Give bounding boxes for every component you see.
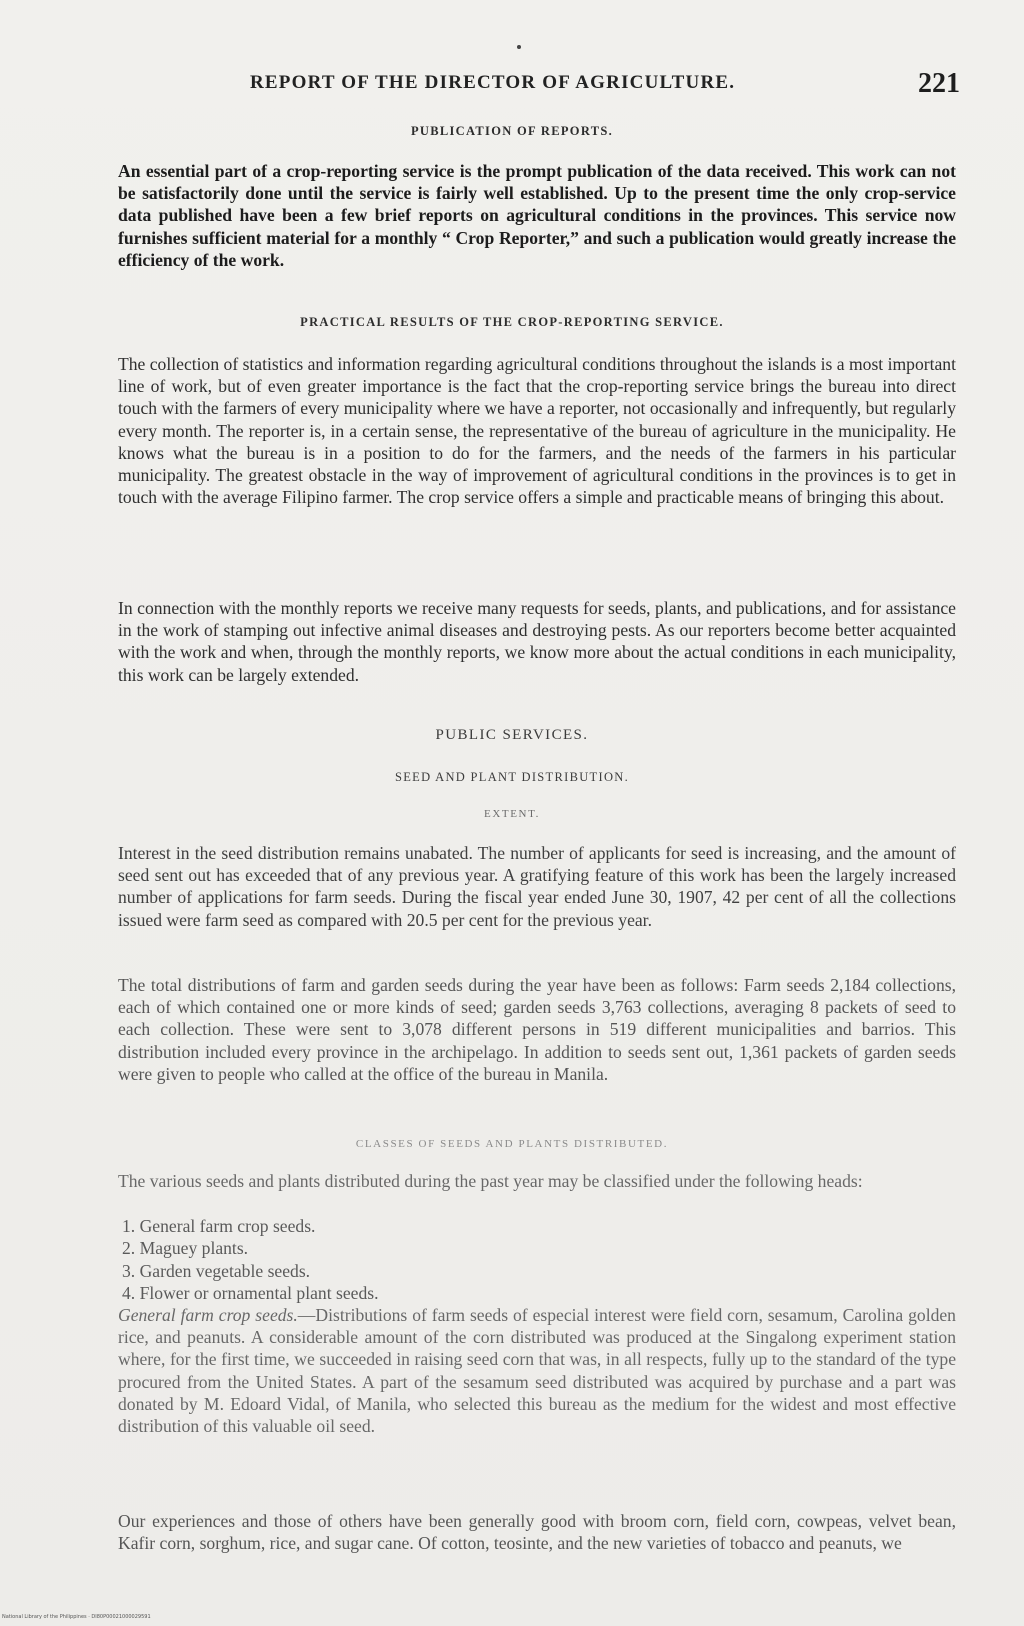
paragraph-practical-1: The collection of statistics and information regarding agricultural conditions throughout the islands is a most important line of work, but of even greater importance is the fact that the crop-reporting service brings the bureau into direct touch with the farmers of every municipality where we have a reporter, not occasionally and infrequently, but regularly every month. The reporter is, in a certain sense, the representative of the bureau of agriculture in the municipality. He knows what the bureau is in a position to do for the farmers, and the needs of the farmers in his particular municipality. The greatest obstacle in the way of improvement of agricultural conditions in the provinces is to get in touch with the average Filipino farmer. The crop service offers a simple and practicable means of bringing this about. bbox=[118, 354, 956, 508]
paragraph-general-farm-crop bbox=[118, 1304, 956, 1437]
classes-list bbox=[118, 1215, 956, 1305]
section-heading-classes: CLASSES OF SEEDS AND PLANTS DISTRIBUTED. bbox=[355, 1138, 669, 1150]
scan-footer: National Library of the Philippines · DI80P00021000029591 bbox=[2, 1614, 151, 1620]
list-item: 1. General farm crop seeds. bbox=[122, 1216, 316, 1236]
list-item: 4. Flower or ornamental plant seeds. bbox=[122, 1283, 379, 1304]
page-number: 221 bbox=[918, 68, 960, 99]
paragraph-extent-1: Interest in the seed distribution remains unabated. The number of applicants for seed is increasing, and the amount of seed sent out has exceeded that of any previous year. A gratifying feature of this work has been the largely increased number of applications for farm seeds. During the fiscal year ended June 30, 1907, 42 per cent of all the collections issued were farm seed as compared with 20.5 per cent for the previous year. bbox=[118, 843, 956, 930]
section-heading-practical: PRACTICAL RESULTS OF THE CROP-REPORTING SERVICE. bbox=[300, 315, 724, 329]
paragraph-practical-2: In connection with the monthly reports we receive many requests for seeds, plants, and publications, and for assistance in the work of stamping out infective animal diseases and destroying pests. As our reporters become better acquainted with the work and when, through the monthly reports, we know more about the actual conditions in each municipality, this work can be largely extended. bbox=[118, 598, 956, 685]
paragraph-classes-intro: The various seeds and plants distributed during the past year may be classified under the following heads: bbox=[118, 1171, 863, 1191]
general-farm-crop-label: General farm crop seeds. bbox=[118, 1305, 298, 1325]
paragraph-publication: An essential part of a crop-reporting service is the prompt publication of the data received. This work can not be satisfactorily done until the service is fairly well established. Up to the present time the only crop-service data published have been a few brief reports on agricultural conditions in the provinces. This service now furnishes sufficient material for a monthly “ Crop Reporter,” and such a publication would greatly increase the efficiency of the work. bbox=[118, 161, 956, 270]
section-heading-publication: PUBLICATION OF REPORTS. bbox=[410, 124, 614, 138]
section-heading-extent: EXTENT. bbox=[484, 808, 540, 820]
general-farm-crop-text: —Distributions of farm seeds of especial interest were field corn, sesamum, Carolina golden rice, and peanuts. A considerable amount of the corn distributed was produced at the Singalong experiment station where, for the first time, we succeeded in raising seed corn that was, in all respects, fully up to the standard of the type procured from the United States. A part of the sesamum seed distributed was acquired by purchase and a part was donated by M. Edoard Vidal, of Manila, who selected this bureau as the medium for the widest and most effective distribution of this valuable oil seed. bbox=[118, 1305, 956, 1437]
ink-speck bbox=[517, 45, 521, 49]
running-head bbox=[120, 68, 960, 102]
paragraph-experiences: Our experiences and those of others have been generally good with broom corn, field corn, cowpeas, velvet bean, Kafir corn, sorghum, rice, and sugar cane. Of cotton, teosinte, and the new varieties of tobacco and peanuts, we bbox=[118, 1511, 956, 1554]
paragraph-extent-2: The total distributions of farm and garden seeds during the year have been as follows: Farm seeds 2,184 collections, each of which contained one or more kinds of seed; garden seeds 3,763 collections, averaging 8 packets of seed to each collection. These were sent to 3,078 different persons in 519 different municipalities and barrios. This distribution included every province in the archipelago. In addition to seeds sent out, 1,361 packets of garden seeds were given to people who called at the office of the bureau in Manila. bbox=[118, 975, 956, 1084]
section-heading-seed-distribution: SEED AND PLANT DISTRIBUTION. bbox=[394, 770, 630, 784]
running-head-title: REPORT OF THE DIRECTOR OF AGRICULTURE. bbox=[250, 72, 736, 93]
section-heading-public-services: PUBLIC SERVICES. bbox=[435, 727, 589, 743]
list-item: 3. Garden vegetable seeds. bbox=[122, 1260, 311, 1281]
list-item: 2. Maguey plants. bbox=[122, 1238, 249, 1259]
